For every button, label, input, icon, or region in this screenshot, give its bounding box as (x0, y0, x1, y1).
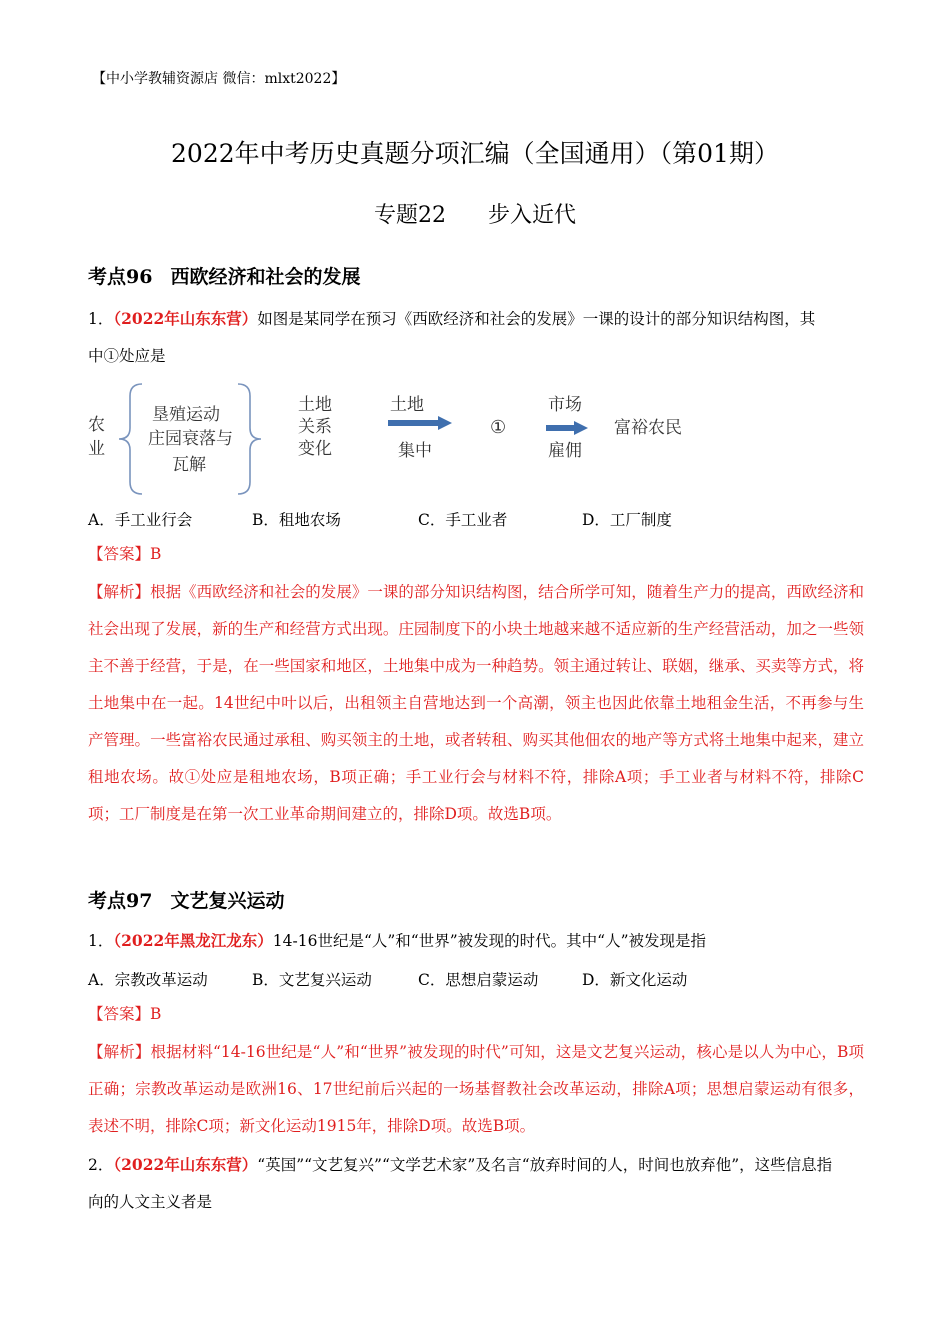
diagram-arrow2-top: 市场 (548, 395, 582, 415)
knowledge-structure-diagram (88, 378, 698, 500)
diagram-blank: ① (490, 417, 507, 438)
option-b: B．租地农场 (252, 511, 341, 529)
diagram-brace-item-3: 瓦解 (172, 455, 206, 475)
section-name: 西欧经济和社会的发展 (170, 266, 361, 288)
analysis-text: 根据材料“14-16世纪是“人”和“世界”被发现的时代”可知，这是文艺复兴运动，核心是以人为中心，B项正确；宗教改革运动是欧洲16、17世纪前后兴起的一场基督教社会改革运动，排除A项；思想启蒙运动有很多，表述不明，排除C项；新文化运动1915年，排除D项。故选B项。 (88, 1043, 864, 1135)
diagram-left-label-2: 业 (88, 439, 105, 459)
question-source: （2022年山东东营） (113, 309, 258, 328)
header-note: 【中小学教辅资源店 微信：mlxt2022】 (92, 71, 346, 87)
diagram-arrow1-bottom: 集中 (398, 441, 432, 461)
analysis (88, 574, 864, 833)
option-c: C．手工业者 (418, 511, 508, 529)
subtitle-name: 步入近代 (487, 203, 576, 228)
question-number: 1． (88, 310, 114, 328)
question-number: 1． (88, 932, 114, 950)
question-stem (88, 1146, 864, 1221)
diagram-brace-item-2: 庄园衰落与 (148, 429, 233, 449)
right-brace-icon (234, 382, 264, 496)
option-c: C．思想启蒙运动 (418, 971, 539, 989)
diagram-relation-3: 变化 (298, 439, 332, 459)
question-number: 2． (88, 1156, 114, 1174)
diagram-relation-2: 关系 (298, 417, 332, 437)
analysis-label: 【解析】 (88, 583, 151, 601)
diagram-arrow1-top: 土地 (390, 395, 424, 415)
section-name: 文艺复兴运动 (170, 890, 285, 912)
diagram-left-label-1: 农 (88, 415, 105, 435)
question-stem-line2: 中①处应是 (88, 347, 166, 365)
section-label: 考点97 (88, 890, 153, 912)
question-stem (88, 300, 864, 375)
arrow-right-icon (388, 415, 454, 431)
question-source: （2022年山东东营） (113, 1155, 258, 1174)
section-heading-97 (88, 886, 284, 913)
question-source: （2022年黑龙江龙东） (113, 931, 273, 950)
diagram-arrow2-bottom: 雇佣 (548, 441, 582, 461)
diagram-brace-item-1: 垦殖运动 (152, 405, 220, 425)
question-stem-line1: 14-16世纪是“人”和“世界”被发现的时代。其中“人”被发现是指 (272, 932, 706, 950)
left-brace-icon (116, 382, 146, 496)
option-a: A．手工业行会 (88, 511, 193, 529)
question-stem-line2: 向的人文主义者是 (88, 1193, 213, 1211)
analysis-text: 根据《西欧经济和社会的发展》一课的部分知识结构图，结合所学可知，随着生产力的提高，西欧经济和社会出现了发展，新的生产和经营方式出现。庄园制度下的小块土地越来越不适应新的生产经营活动，加之一些领主不善于经营，于是，在一些国家和地区，土地集中成为一种趋势。领主通过转让、联姻，继承、买卖等方式，将土地集中在一起。14世纪中叶以后，出租领主自营地达到一个高潮，领主也因此依靠土地租金生活，不再参与生产管理。一些富裕农民通过承租、购买领主的土地，或者转租、购买其他佃农的地产等方式将土地集中起来，建立租地农场。故①处应是租地农场，B项正确；手工业行会与材料不符，排除A项；手工业者与材料不符，排除C项；工厂制度是在第一次工业革命期间建立的，排除D项。故选B项。 (88, 583, 864, 823)
question-stem-line1: “英国”“文艺复兴”“文学艺术家”及名言“放弃时间的人，时间也放弃他”，这些信息指 (257, 1156, 833, 1174)
diagram-result: 富裕农民 (614, 418, 682, 438)
subtitle-topic: 专题22 (373, 203, 446, 228)
section-heading-96 (88, 262, 360, 289)
analysis (88, 1034, 864, 1145)
option-d: D．工厂制度 (582, 511, 672, 529)
document-subtitle (0, 198, 950, 229)
answer: 【答案】B (88, 1005, 162, 1023)
question-stem-line1: 如图是某同学在预习《西欧经济和社会的发展》一课的设计的部分知识结构图，其 (257, 310, 816, 328)
document-title: 2022年中考历史真题分项汇编（全国通用）（第01期） (171, 139, 779, 168)
arrow-right-icon (546, 420, 590, 436)
option-d: D．新文化运动 (582, 971, 688, 989)
option-b: B．文艺复兴运动 (252, 971, 372, 989)
analysis-label: 【解析】 (88, 1043, 151, 1061)
answer: 【答案】B (88, 545, 162, 563)
section-label: 考点96 (88, 266, 153, 288)
diagram-relation-1: 土地 (298, 395, 332, 415)
question-stem (88, 922, 864, 960)
option-a: A．宗教改革运动 (88, 971, 208, 989)
